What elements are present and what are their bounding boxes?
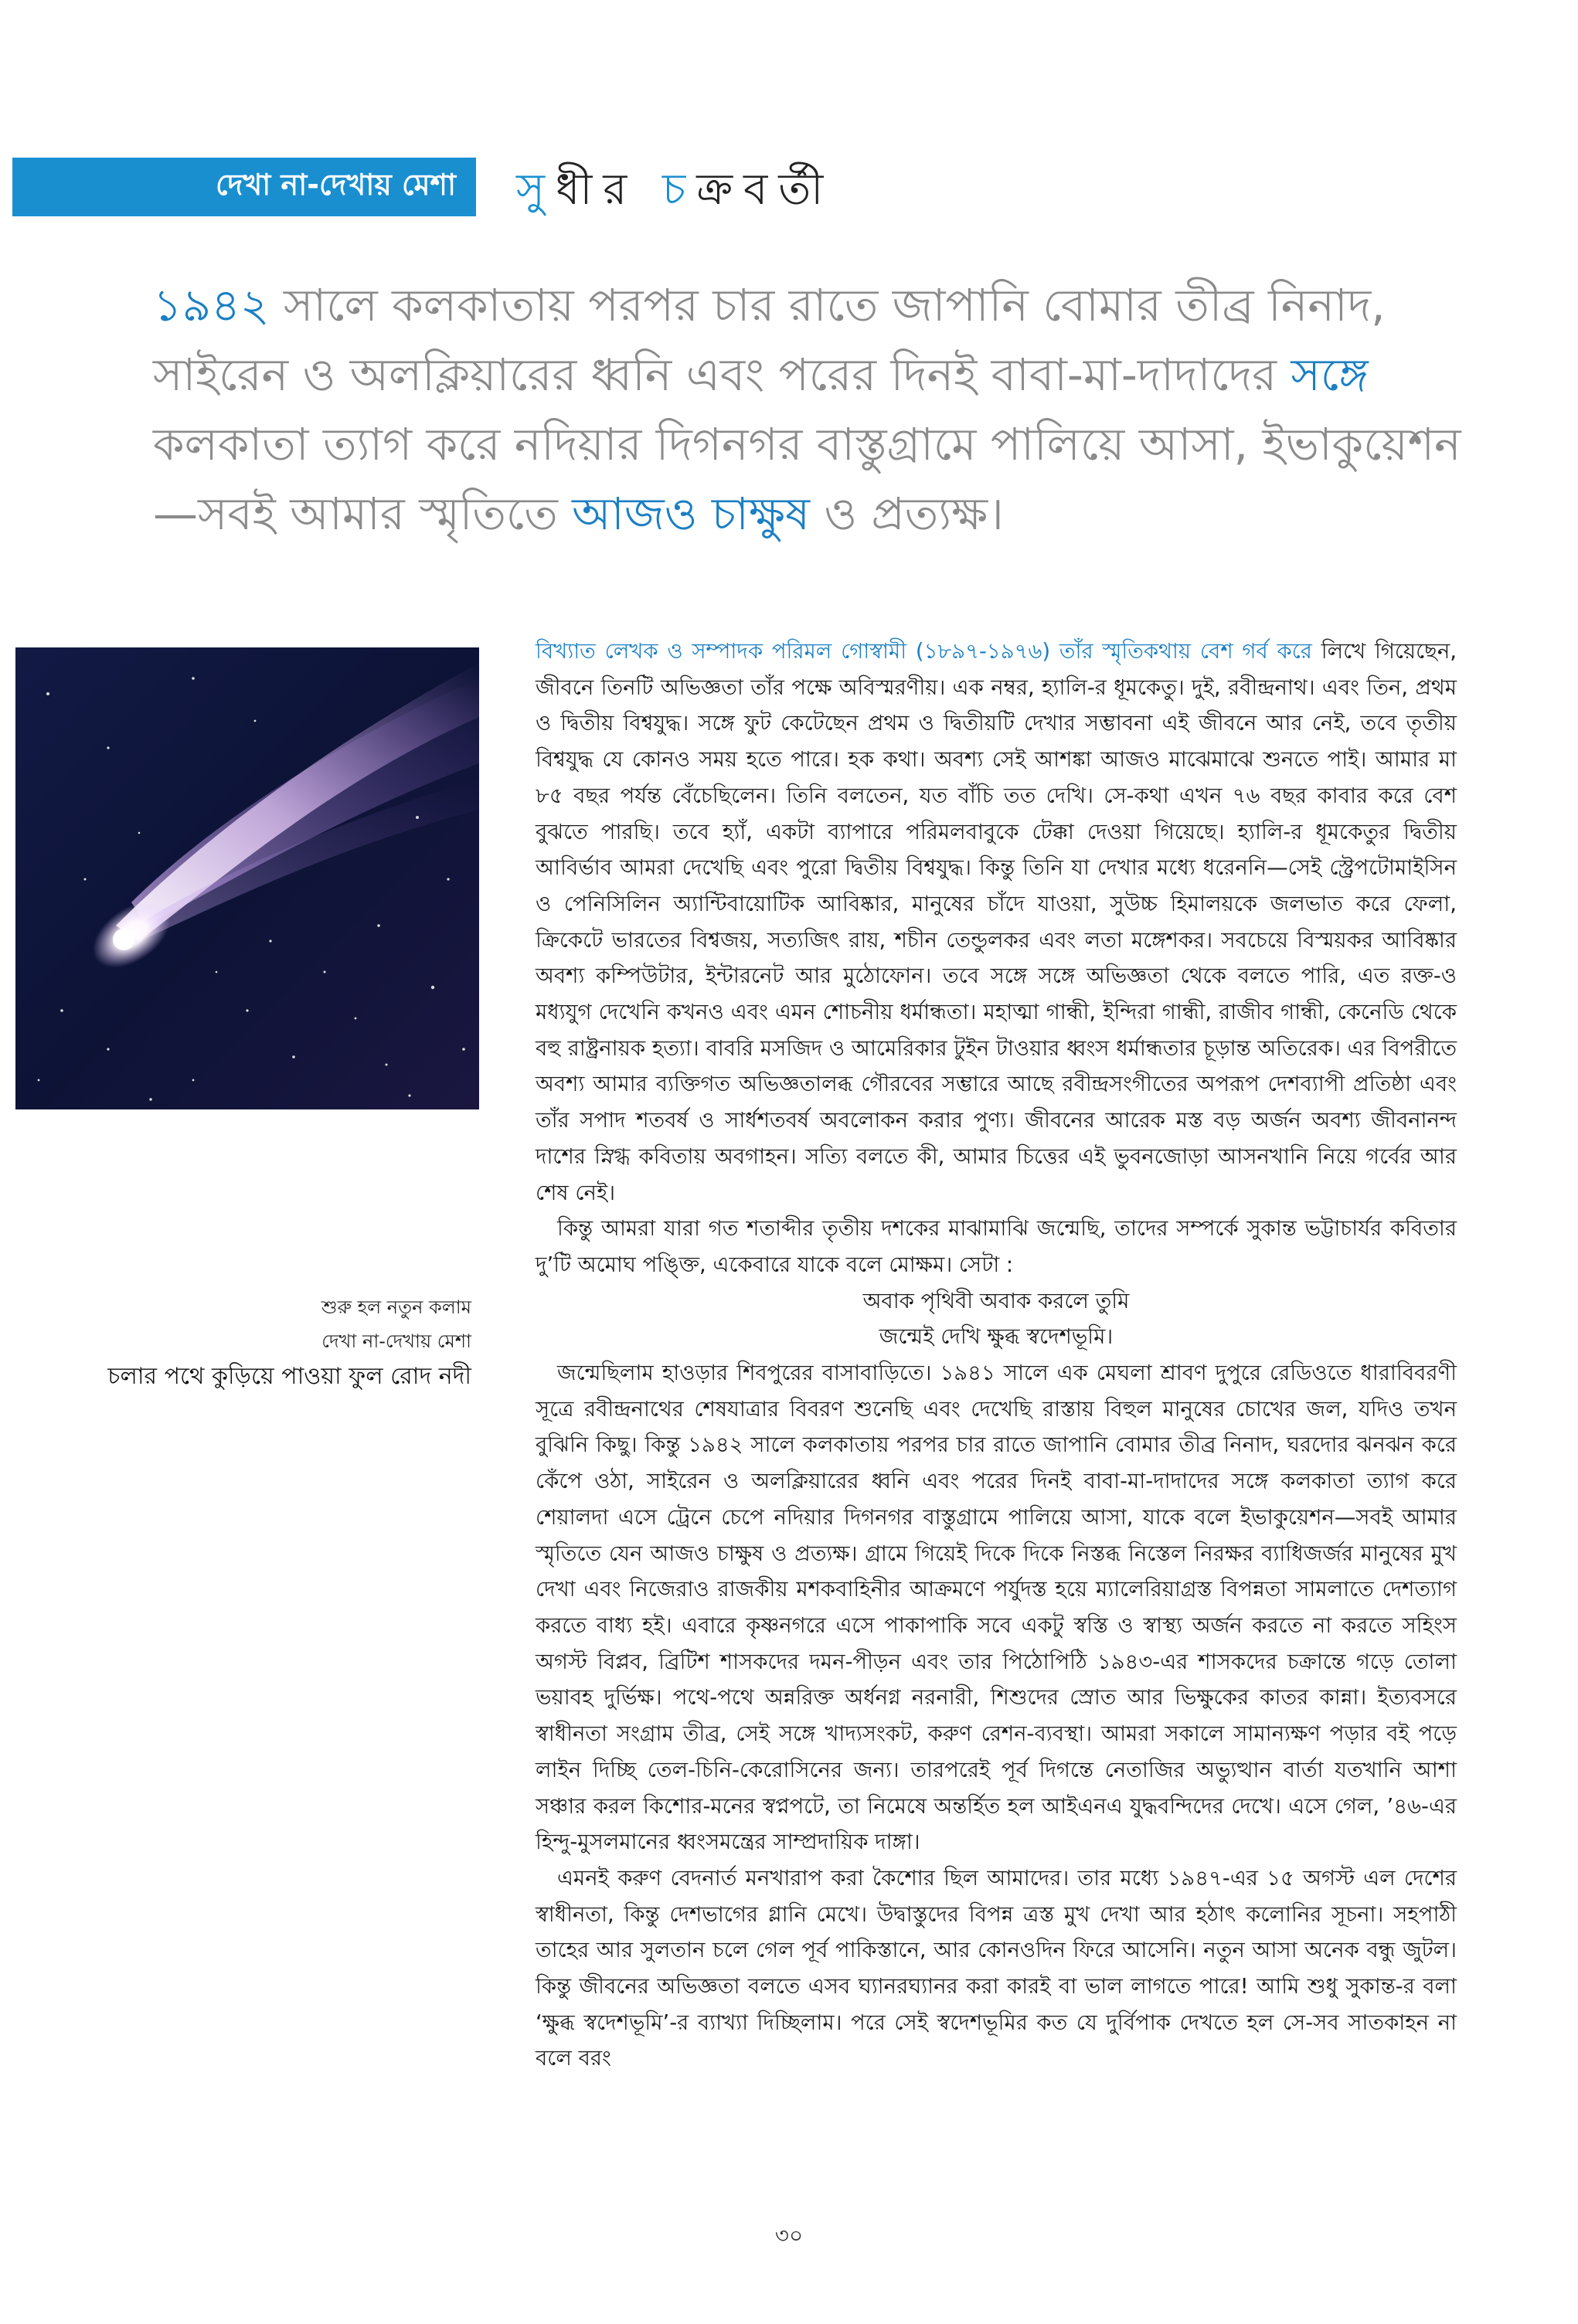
paragraph-3: জন্মেছিলাম হাওড়ার শিবপুরের বাসাবাড়িতে। ১৯৪১ সালে এক মেঘলা শ্রাবণ দুপুরে রেডিওতে ধারাবিবরণী সূত্রে রবীন্দ্রনাথের শেষযাত্রার বিবরণ শুনেছি এবং দেখেছি রাস্তায় বিহুল মানুষের চোখের জল, যদিও তখন বুঝিনি কিছু। কিন্তু ১৯৪২ সালে কলকাতায় পরপর চার রাতে জাপানি বোমার তীব্র নিনাদ, ঘরদোর ঝনঝন করে কেঁপে ওঠা, সাইরেন ও অলক্লিয়ারের ধ্বনি এবং পরের দিনই বাবা-মা-দাদাদের সঙ্গে কলকাতা ত্যাগ করে শেয়ালদা এসে ট্রেনে চেপে নদিয়ার দিগনগর বাস্তুগ্রামে পালিয়ে আসা, যাকে বলে ইভাকুয়েশন—সবই আমার স্মৃতিতে যেন আজও চাক্ষুষ ও প্রত্যক্ষ। গ্রামে গিয়েই দিকে দিকে নিস্তব্ধ নিস্তেল নিরক্ষর ব্যাধিজর্জর মানুষের মুখ দেখা এবং নিজেরাও রাজকীয় মশকবাহিনীর আক্রমণে পর্যুদস্ত হয়ে ম্যালেরিয়াগ্রস্ত বিপন্নতা সামলাতে দেশত্যাগ করতে বাধ্য হই। এবারে কৃষ্ণনগরে এসে পাকাপাকি সবে একটু স্বস্তি ও স্বাস্থ্য অর্জন করতে না করতে সহিংস অগস্ট বিপ্লব, ব্রিটিশ শাসকদের দমন-পীড়ন এবং তার পিঠোপিঠি ১৯৪৩-এর শাসকদের চক্রান্তে গড়ে তোলা ভয়াবহ দুর্ভিক্ষ। পথে-পথে অন্নরিক্ত অর্ধনগ্ন নরনারী, শিশুদের স্রোত আর ভিক্ষুকের কাতর কান্না। ইত্যবসরে স্বাধীনতা সংগ্রাম তীব্র, সেই সঙ্গে খাদ্যসংকট, করুণ রেশন-ব্যবস্থা। আমরা সকালে সামান্যক্ষণ পড়ার বই পড়ে লাইন দিচ্ছি তেল-চিনি-কেরোসিনের জন্য। তারপরেই পূর্ব দিগন্তে নেতাজির অভ্যুত্থান বার্তা যতখানি আশা সঞ্চার করল কিশোর-মনের স্বপ্নপটে, তা নিমেষে অন্তর্হিত হল আইএনএ যুদ্ধবন্দিদের দেখে। এসে গেল, ’৪৬-এর হিন্দু-মুসলমানের ধ্বংসমন্ত্রের সাম্প্রদায়িক দাঙ্গা।	[536, 1361, 1457, 1855]
pull-quote-part-1: সালে কলকাতায় পরপর চার রাতে জাপানি বোমার তীব্র নিনাদ, সাইরেন ও অলক্লিয়ারের ধ্বনি এবং পরের দিনই বাবা-মা-দাদাদের	[153, 279, 1386, 401]
pull-quote	[153, 270, 1482, 549]
author-name-initial: সু	[516, 165, 556, 215]
caption-block	[15, 1290, 471, 1395]
author-surname-initial: চ	[662, 165, 697, 215]
comet-photo	[15, 647, 479, 1109]
pull-quote-year: ১৯৪২	[153, 279, 270, 331]
section-label: দেখা না-দেখায় মেশা	[215, 168, 456, 202]
caption-line-3: চলার পথে কুড়িয়ে পাওয়া ফুল রোদ নদী	[107, 1363, 471, 1390]
article-body	[536, 634, 1457, 2077]
page-number: ৩০	[774, 2223, 804, 2248]
pull-quote-part-2: কলকাতা ত্যাগ করে নদিয়ার দিগনগর বাস্তুগ্রামে পালিয়ে আসা, ইভাকুয়েশন—সবই আমার স্মৃতিতে	[153, 418, 1461, 540]
section-header-band	[12, 158, 476, 216]
author-name-first-rest: ধীর	[556, 165, 663, 215]
pull-quote-highlight-ajo: আজও চাক্ষুষ	[572, 488, 810, 540]
author-name	[516, 156, 834, 229]
paragraph-4: এমনই করুণ বেদনার্ত মনখারাপ করা কৈশোর ছিল আমাদের। তার মধ্যে ১৯৪৭-এর ১৫ অগস্ট এল দেশের স্বাধীনতা, কিন্তু দেশভাগের গ্লানি মেখে। উদ্বাস্তুদের বিপন্ন ত্রস্ত মুখ দেখা আর হঠাৎ কলোনির সূচনা। সহপাঠী তাহের আর সুলতান চলে গেল পূর্ব পাকিস্তানে, আর কোনওদিন ফিরে আসেনি। নতুন আসা অনেক বন্ধু জুটল। কিন্তু জীবনের অভিজ্ঞতা বলতে এসব ঘ্যানরঘ্যানর করা কারই বা ভাল লাগতে পারে! আমি শুধু সুকান্ত-র বলা ‘ক্ষুব্ধ স্বদেশভূমি’-র ব্যাখ্যা দিচ্ছিলাম। পরে সেই স্বদেশভূমির কত যে দুর্বিপাক দেখতে হল সে-সব সাতকাহন না বলে বরং	[536, 1865, 1457, 2071]
pull-quote-highlight-sange: সঙ্গে	[1291, 348, 1369, 401]
author-surname-rest: ক্রবর্তী	[696, 165, 835, 215]
paragraph-1-text: লিখে গিয়েছেন, জীবনে তিনটি অভিজ্ঞতা তাঁর পক্ষে অবিস্মরণীয়। এক নম্বর, হ্যালি-র ধূমকেতু। দুই, রবীন্দ্রনাথ। এবং তিন, প্রথম ও দ্বিতীয় বিশ্বযুদ্ধ। সঙ্গে ফুট কেটেছেন প্রথম ও দ্বিতীয়টি দেখার সম্ভাবনা এই জীবনে আর নেই, তবে তৃতীয় বিশ্বযুদ্ধ যে কোনও সময় হতে পারে। হক কথা। অবশ্য সেই আশঙ্কা আজও মাঝেমাঝে শুনতে পাই। আমার মা ৮৫ বছর পর্যন্ত বেঁচেছিলেন। তিনি বলতেন, যত বাঁচি তত দেখি। সে-কথা এখন ৭৬ বছর কাবার করে বেশ বুঝতে পারছি। তবে হ্যাঁ, একটা ব্যাপারে পরিমলবাবুকে টেক্কা দেওয়া গিয়েছে। হ্যালি-র ধূমকেতুর দ্বিতীয় আবির্ভাব আমরা দেখেছি এবং পুরো দ্বিতীয় বিশ্বযুদ্ধ। কিন্তু তিনি যা দেখার মধ্যে ধরেননি—সেই স্ট্রেপটোমাইসিন ও পেনিসিলিন অ্যান্টিবায়োটিক আবিষ্কার, মানুষের চাঁদে যাওয়া, সুউচ্চ হিমালয়কে জলভাত করে ফেলা, ক্রিকেটে ভারতের বিশ্বজয়, সত্যজিৎ রায়, শচীন তেন্ডুলকর এবং লতা মঙ্গেশকর। সবচেয়ে বিস্ময়কর আবিষ্কার অবশ্য কম্পিউটার, ইন্টারনেট আর মুঠোফোন। তবে সঙ্গে সঙ্গে অভিজ্ঞতা থেকে বলতে পারি, এত রক্ত-ও মধ্যযুগ দেখেনি কখনও এবং এমন শোচনীয় ধর্মান্ধতা। মহাত্মা গান্ধী, ইন্দিরা গান্ধী, রাজীব গান্ধী, কেনেডি থেকে বহু রাষ্ট্রনায়ক হত্যা। বাবরি মসজিদ ও আমেরিকার টুইন টাওয়ার ধ্বংস ধর্মান্ধতার চূড়ান্ত অতিরেক। এর বিপরীতে অবশ্য আমার ব্যক্তিগত অভিজ্ঞতালব্ধ গৌরবের সম্ভারে আছে রবীন্দ্রসংগীতের অপরূপ দেশব্যাপী প্রতিষ্ঠা এবং তাঁর সপাদ শতবর্ষ ও সার্ধশতবর্ষ অবলোকন করার পুণ্য। জীবনের আরেক মস্ত বড় অর্জন অবশ্য জীবনানন্দ দাশের স্নিগ্ধ কবিতায় অবগাহন। সত্যি বলতে কী, আমার চিত্তের এই ভুবনজোড়া আসনখানি নিয়ে গর্বের আর শেষ নেই।	[536, 639, 1457, 1205]
paragraph-2: কিন্তু আমরা যারা গত শতাব্দীর তৃতীয় দশকের মাঝামাঝি জন্মেছি, তাদের সম্পর্কে সুকান্ত ভট্টাচার্যর কবিতার দু’টি অমোঘ পঙ্ক্তি, একেবারে যাকে বলে মোক্ষম। সেটা :	[536, 1216, 1457, 1277]
verse-line-1: অবাক পৃথিবী অবাক করলে তুমি	[862, 1288, 1130, 1313]
caption-line-1: শুরু হল নতুন কলাম	[321, 1296, 471, 1318]
lead-sentence: বিখ্যাত লেখক ও সম্পাদক পরিমল গোস্বামী (১৮৯৭-১৯৭৬) তাঁর স্মৃতিকথায় বেশ গর্ব করে	[536, 639, 1312, 664]
caption-line-2: দেখা না-দেখায় মেশা	[321, 1330, 471, 1352]
verse-line-2: জন্মেই দেখি ক্ষুব্ধ স্বদেশভূমি।	[879, 1324, 1114, 1350]
pull-quote-part-3: ও প্রত্যক্ষ।	[809, 488, 1004, 540]
paragraph-1	[536, 634, 1457, 1211]
